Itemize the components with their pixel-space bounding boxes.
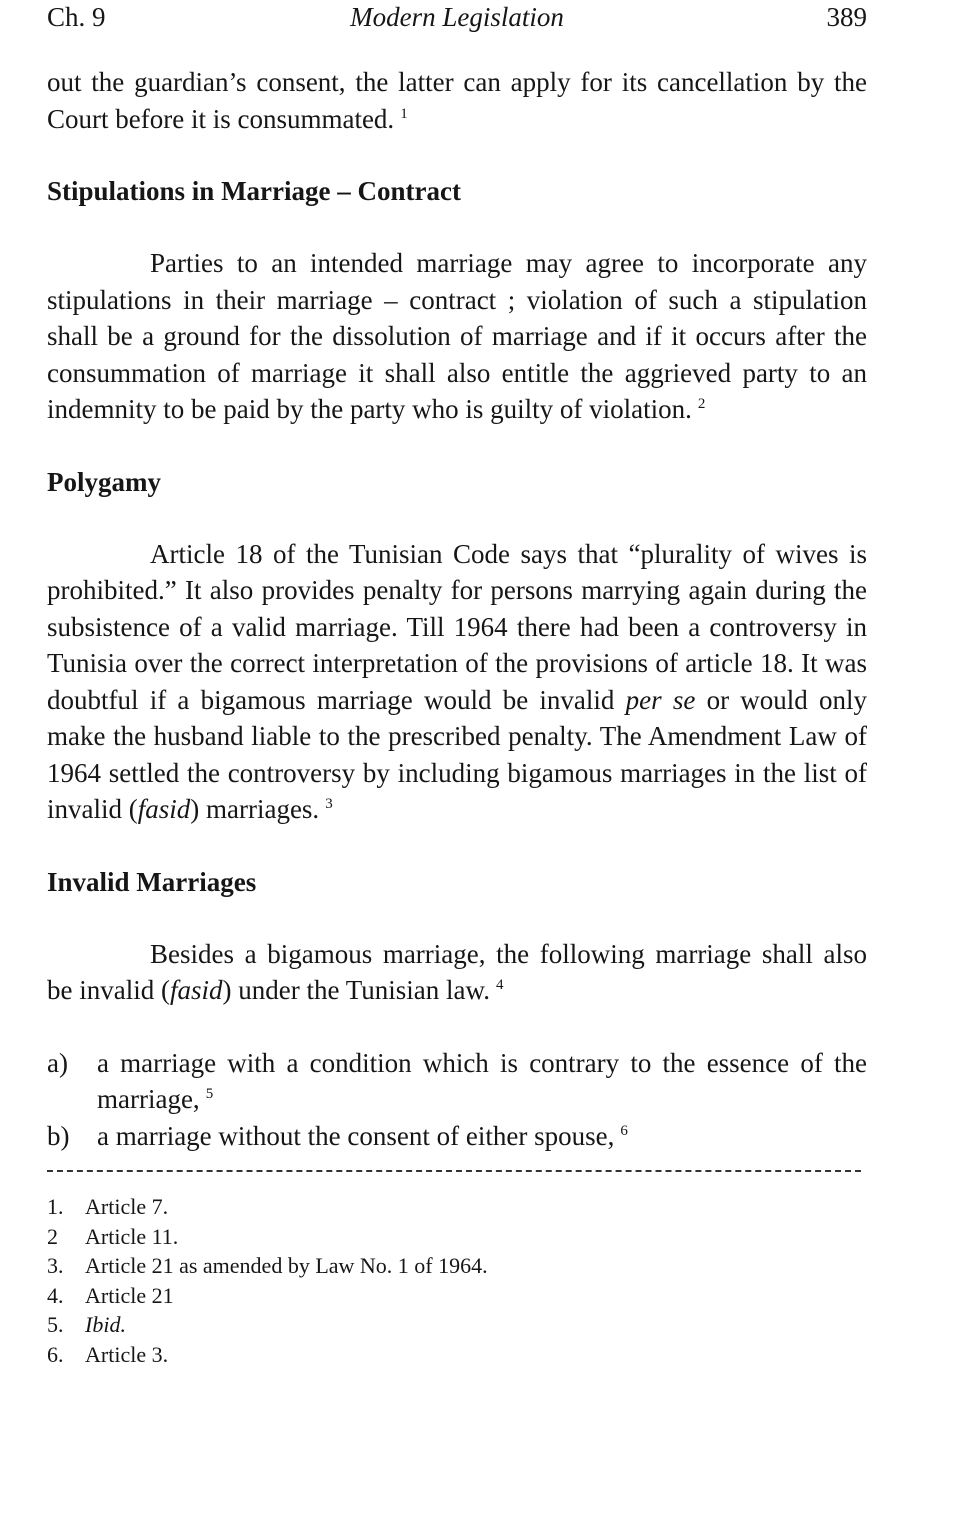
polygamy-text-2: or would only make the husband liable to the prescribed penalty. The Amendment Law of 1964 settled the controversy by including bigamous marriages in the list of invalid ( [47,684,868,824]
invalid-text-2: ) under the Tunisian law. [222,975,490,1005]
list-item-text [97,1045,867,1118]
list-item [47,1118,867,1155]
polygamy-italic-fasid: fasid [137,794,191,824]
footnote-item [47,1340,867,1370]
footnote-ref-1: 1 [400,105,408,122]
opening-text: out the guardian’s consent, the latter can apply for its cancellation by the Court before it is consummated. [47,67,867,134]
heading-invalid-marriages: Invalid Marriages [47,866,257,897]
footnote-number: 3. [47,1253,64,1278]
footnote-text: Article 21 as amended by Law No. 1 of 1964. [85,1253,488,1278]
list-item [47,1045,867,1118]
list-marker: a) [47,1047,68,1078]
footnote-number: 2 [47,1223,58,1249]
footnote-item [47,1251,867,1281]
footnotes [47,1192,867,1369]
footnote-separator [47,1170,861,1172]
opening-paragraph [47,64,867,137]
footnote-text: Article 11. [85,1223,179,1249]
footnote-ref-3: 3 [325,796,333,812]
footnote-item [47,1222,867,1252]
footnote-ref-5: 5 [205,1086,214,1102]
stipulations-paragraph [47,245,867,428]
footnote-text: Article 7. [85,1194,169,1219]
footnote-text: Ibid. [85,1312,126,1337]
footnote-item [47,1310,867,1340]
footnote-number: 4. [47,1282,64,1308]
stipulations-text: Parties to an intended marriage may agree to incorporate any stipulations in their marriage – contract ; violation of such a stipulation shall be a ground for the dissolution of marriage and if it occurs after the consummation of marriage it shall also entitle the aggrieved party to an indemnity to be paid by the party who is guilty of violation. [47,248,867,424]
running-title: Modern Legislation [350,2,564,32]
invalid-text-1: Besides a bigamous marriage, the following marriage shall also be invalid ( [47,938,867,1005]
heading-polygamy: Polygamy [47,466,161,497]
polygamy-italic-per-se: per se [625,684,696,715]
list-marker: b) [47,1120,70,1151]
heading-stipulations: Stipulations in Marriage – Contract [47,176,461,206]
running-head [47,0,867,34]
footnote-text: Article 3. [85,1341,169,1367]
footnote-text: Article 21 [85,1282,174,1308]
footnote-number: 1. [47,1194,64,1219]
footnote-item [47,1192,867,1222]
chapter-label: Ch. 9 [47,2,106,32]
footnote-ref-6: 6 [620,1122,628,1139]
polygamy-text-3: ) marriages. [190,794,320,824]
book-page [47,0,867,1369]
footnote-item [47,1281,867,1311]
list-item-body: a marriage with a condition which is contrary to the essence of the marriage, [97,1047,867,1114]
list-item-body: a marriage without the consent of either spouse, [97,1120,615,1151]
invalid-paragraph [47,936,867,1009]
footnote-number: 6. [47,1341,64,1367]
invalid-marriage-list [47,1045,867,1155]
footnote-number: 5. [47,1312,64,1337]
footnote-ref-4: 4 [495,977,504,993]
list-item-text [97,1118,867,1155]
page-number: 389 [826,2,867,32]
polygamy-text-1: Article 18 of the Tunisian Code says that “plurality of wives is prohibited.” It also provides penalty for persons marrying again during the subsistence of a valid marriage. Till 1964 there had been a controversy in Tunisia over the correct interpretation of the provisions of article 18. It was doubtful if a bigamous marriage would be invalid [47,538,867,715]
footnote-ref-2: 2 [697,396,706,412]
invalid-italic-fasid: fasid [169,975,223,1005]
polygamy-paragraph [47,536,867,828]
